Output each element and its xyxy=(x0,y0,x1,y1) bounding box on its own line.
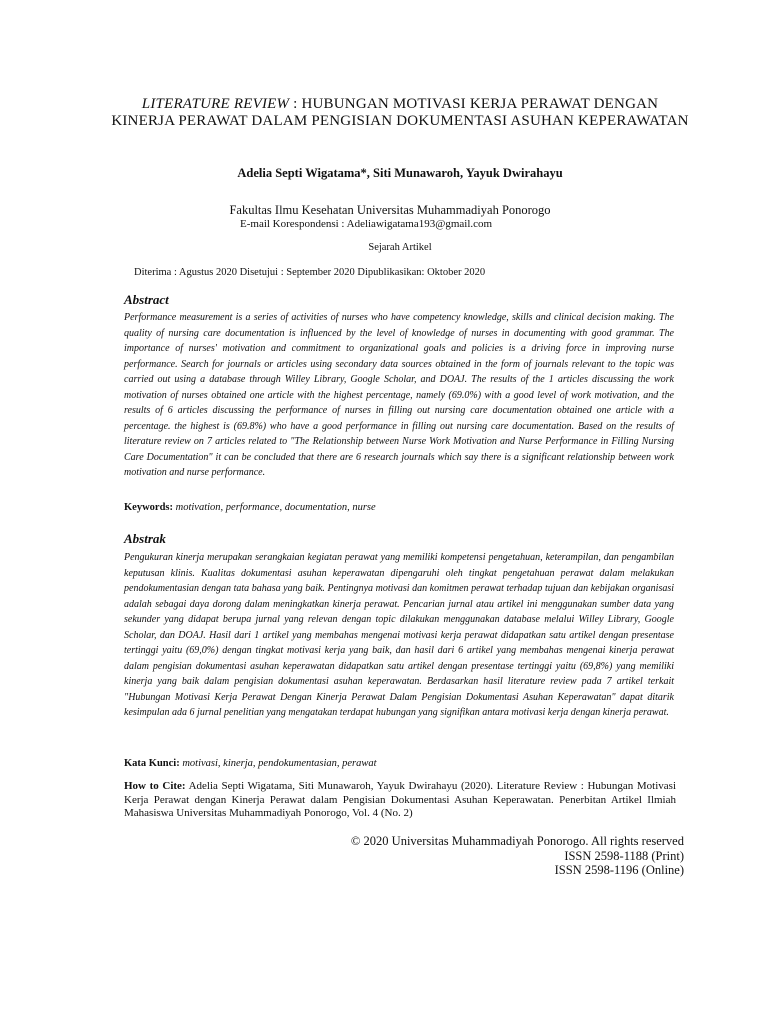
article-title xyxy=(110,96,690,130)
abstract-text: Performance measurement is a series of activities of nurses who have competency knowledge, skills and clinical decision making. The quality of nursing care documentation is influenced by the level of knowledge of nurses in documenting with good grammar. The importance of nurses' motivation and commitment to organizational goals and policies is a driving force in improving nurse performance. Search for journals or articles using secondary data sources obtained in the form of journals relevant to the topic was carried out using a database through Willey Library, Google Scholar, and DOAJ. The results of the 1 articles discussing the work motivation of nurses obtained one article with the highest percentage, namely (69.0%) with a good level of work motivation, and the results of 6 articles discussing the performance of nurses in filling out nursing care documentation obtained one article with a percentage. the highest is (69.8%) who have a good performance in filling out nursing care documentation. Based on the results of literature review on 7 articles related to "The Relationship between Nurse Work Motivation and Nurse Performance in Filling Nursing Care Documentation" it can be concluded that there are 6 research journals which say there is a significant relationship between work motivation and nurse performance. xyxy=(124,312,674,478)
issn-online: ISSN 2598-1196 (Online) xyxy=(554,863,684,877)
affiliation: Fakultas Ilmu Kesehatan Universitas Muhammadiyah Ponorogo xyxy=(229,203,551,217)
how-to-cite-text: Adelia Septi Wigatama, Siti Munawaroh, Yayuk Dwirahayu (2020). Literature Review : Hubungan Motivasi Kerja Perawat dengan Kinerja Perawat dalam Pengisian Dokumentasi Asuhan Keperawatan. Penerbitan Artikel Ilmiah Mahasiswa Universitas Muhammadiyah Ponorogo, Vol. 4 (No. 2) xyxy=(124,780,677,819)
abstract-heading: Abstract xyxy=(124,292,169,307)
keywords-label: Keywords: xyxy=(124,502,173,513)
abstrak-text: Pengukuran kinerja merupakan serangkaian kegiatan perawat yang memiliki kompetensi pengetahuan, keterampilan, dan pengambilan keputusan klinis. Kualitas dokumentasi asuhan keperawatan dipengaruhi oleh tingkat pengetahuan perawat dalam melakukan pendokumentasian dengan tata bahasa yang baik. Pentingnya motivasi dan komitmen perawat terhadap tujuan dan kebijakan organisasi adalah sebagai daya dorong dalam meningkatkan kinerja perawat. Pencarian jurnal atau artikel ini menggunakan sumber data yang sekunder yang didapat berupa jurnal yang relevan dengan topic dilakukan menggunakan database melalui Willey Library, Google Scholar, dan DOAJ. Hasil dari 1 artikel yang membahas mengenai motivasi kerja perawat didapatkan satu artikel dengan presentase tertinggi yaitu (69,0%) dengan tingkat motivasi kerja yang baik, dan hasil dari 6 artikel yang membahas mengenai kinerja perawat dalam pengisian dokumentasi asuhan keperawatan didapatkan satu artikel dengan presentase tertinggi yaitu (69,8%) yang memiliki kinerja yang baik dalam pengisian dokumentasi asuhan keperawatan. Berdasarkan hasil literature review pada 7 artikel terkait "Hubungan Motivasi Kerja Perawat Dengan Kinerja Perawat Dalam Pengisian Dokumentasi Asuhan Keperawatan" dapat ditarik kesimpulan ada 6 jurnal penelitian yang mengatakan terdapat hubungan yang signifikan antara motivasi kerja dengan kinerja perawat. xyxy=(124,552,674,718)
copyright-line: © 2020 Universitas Muhammadiyah Ponorogo. All rights reserved xyxy=(350,834,684,848)
kata-kunci-value: motivasi, kinerja, pendokumentasian, perawat xyxy=(179,758,377,769)
kata-kunci-line xyxy=(124,758,674,769)
issn-print: ISSN 2598-1188 (Print) xyxy=(564,848,684,863)
title-lead: LITERATURE REVIEW xyxy=(141,96,290,112)
how-to-cite xyxy=(124,780,676,821)
title-separator: : xyxy=(289,96,302,112)
copyright-block xyxy=(330,834,684,878)
how-to-cite-label: How to Cite: xyxy=(124,780,186,792)
keywords-line xyxy=(124,502,674,513)
article-dates: Diterima : Agustus 2020 Disetujui : September 2020 Dipublikasikan: Oktober 2020 xyxy=(134,267,486,278)
title-rest: HUBUNGAN MOTIVASI KERJA PERAWAT DENGAN KINERJA PERAWAT DALAM PENGISIAN DOKUMENTASI ASUHAN KEPERAWATAN xyxy=(111,96,689,129)
author-list: Adelia Septi Wigatama*, Siti Munawaroh, Yayuk Dwirahayu xyxy=(237,166,563,180)
keywords-value: motivation, performance, documentation, nurse xyxy=(173,502,376,513)
kata-kunci-label: Kata Kunci: xyxy=(124,758,180,769)
article-history-label: Sejarah Artikel xyxy=(368,242,432,253)
correspondence-email: E-mail Korespondensi : Adeliawigatama193@gmail.com xyxy=(240,218,493,230)
abstrak-heading: Abstrak xyxy=(124,531,166,546)
